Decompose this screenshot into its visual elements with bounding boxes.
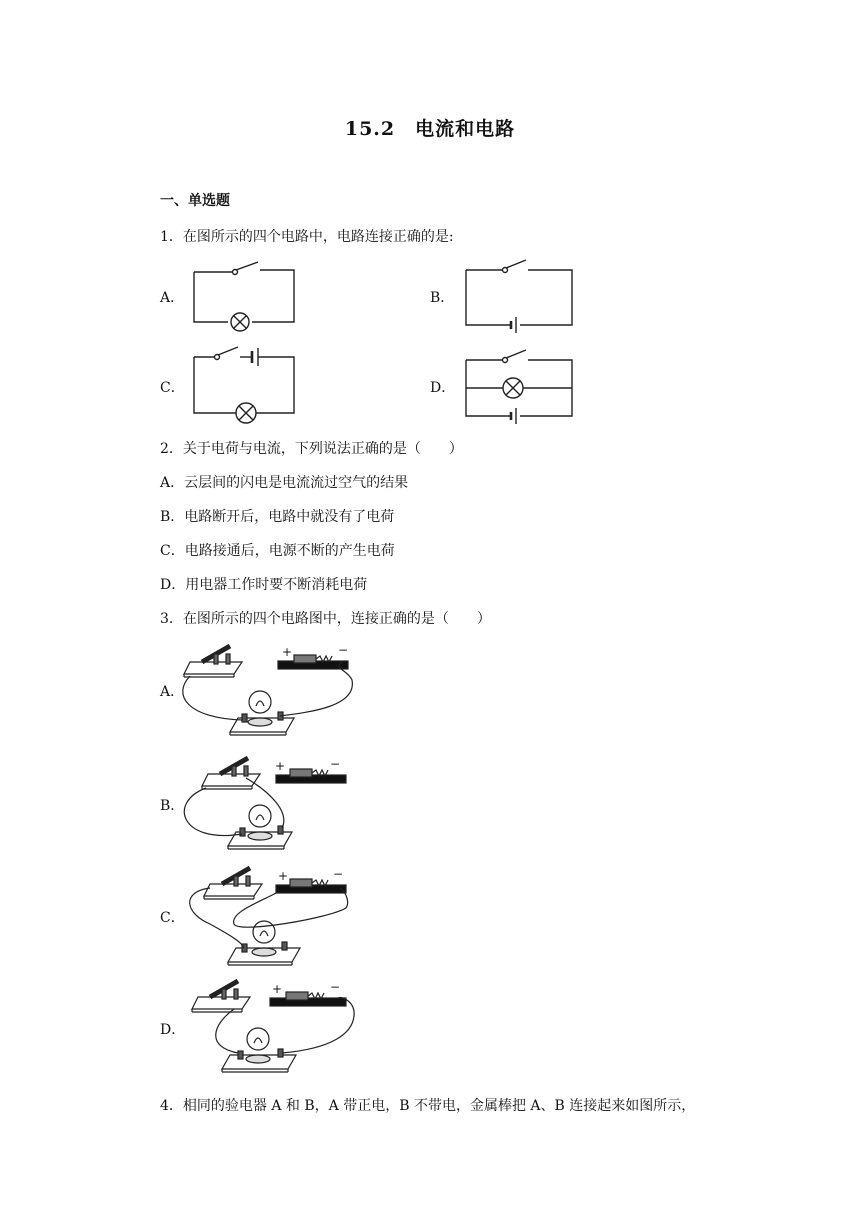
q2-option-c: C．电路接通后，电源不断的产生电荷 [160,543,395,559]
plus-sign-b: + [275,759,286,773]
q3-option-d-label: D． [160,1022,186,1038]
question-3-stem: 3．在图所示的四个电路图中，连接正确的是（ ） [160,611,491,627]
q3-circuit-photo-c [180,862,360,972]
q2-option-d: D．用电器工作时要不断消耗电荷 [160,577,368,593]
q1-option-d-label: D． [430,380,456,396]
q3-option-b-label: B． [160,798,185,814]
q1-circuit-b [462,260,577,332]
minus-sign-b: − [330,757,341,771]
plus-sign-a: + [282,645,293,659]
q1-circuit-d [462,348,577,423]
minus-sign-c: − [333,867,344,881]
plus-sign-d: + [272,982,283,996]
q1-option-c-label: C． [160,380,185,396]
section-heading: 一、单选题 [160,193,230,209]
q3-circuit-photo-a [182,640,360,745]
q3-circuit-photo-b [180,752,360,857]
q1-option-b-label: B． [430,290,455,306]
q3-circuit-photo-d [178,975,360,1080]
q3-option-c-label: C． [160,910,185,926]
q2-option-b: B．电路断开后，电路中就没有了电荷 [160,509,395,525]
plus-sign-c: + [278,869,289,883]
q2-option-a: A．云层间的闪电是电流流过空气的结果 [160,475,409,491]
minus-sign-a: − [338,643,349,657]
minus-sign-d: − [330,980,341,994]
q3-option-a-label: A． [160,684,185,700]
page-title: 15.2 电流和电路 [344,118,516,140]
question-2-stem: 2．关于电荷与电流，下列说法正确的是（ ） [160,441,463,457]
q1-option-a-label: A． [160,290,185,306]
q1-circuit-c [190,345,300,423]
question-4-stem: 4．相同的验电器 A 和 B，A 带正电，B 不带电，金属棒把 A、B 连接起来如图所示， [160,1098,696,1114]
switch-blade [236,262,258,270]
question-1-stem: 1．在图所示的四个电路中，电路连接正确的是: [160,229,454,245]
q1-circuit-a [190,260,300,332]
